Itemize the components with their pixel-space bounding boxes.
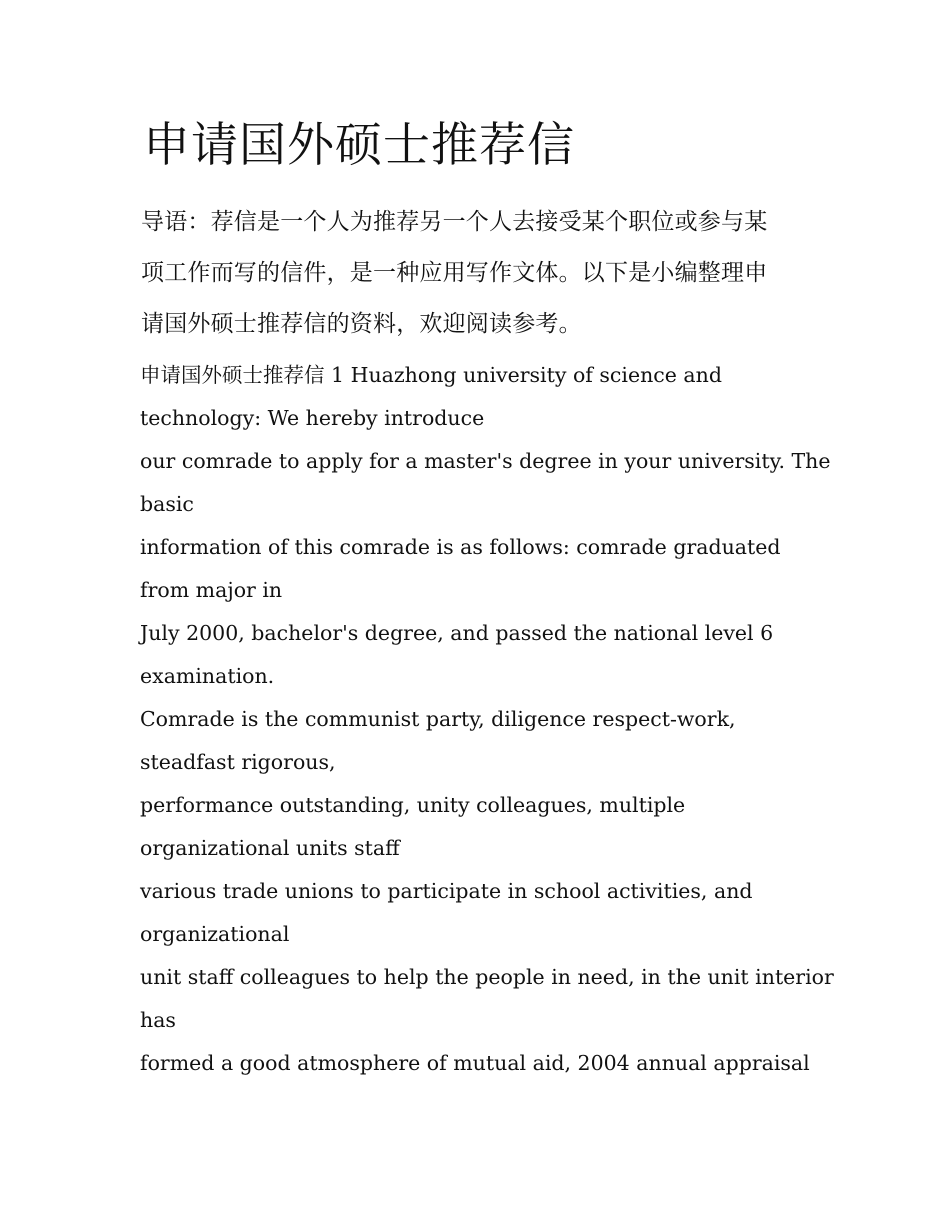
body-line: various trade unions to participate in school activities, and: [140, 879, 753, 903]
body-line: organizational: [140, 922, 290, 946]
body-line: July 2000, bachelor's degree, and passed the national level 6: [140, 621, 774, 645]
body-line: technology: We hereby introduce: [140, 406, 485, 430]
body-line: basic: [140, 492, 194, 516]
body-line: from major in: [140, 578, 283, 602]
intro-line: 请国外硕士推荐信的资料，欢迎阅读参考。: [141, 311, 582, 337]
body-line: has: [140, 1008, 176, 1032]
body-line: examination.: [140, 664, 275, 688]
body-line: information of this comrade is as follows: comrade graduated: [140, 535, 781, 559]
body-line: steadfast rigorous,: [140, 750, 336, 774]
letter-body: [140, 354, 834, 1085]
body-line: unit staff colleagues to help the people in need, in the unit interior: [140, 965, 834, 989]
body-line: performance outstanding, unity colleagues, multiple: [140, 793, 686, 817]
body-line: Comrade is the communist party, diligence respect-work,: [140, 707, 736, 731]
body-line: our comrade to apply for a master's degree in your university. The: [140, 449, 831, 473]
body-line: organizational units staff: [140, 836, 400, 860]
intro-line: 导语：荐信是一个人为推荐另一个人去接受某个职位或参与某: [141, 209, 768, 235]
body-line: formed a good atmosphere of mutual aid, 2004 annual appraisal: [140, 1051, 810, 1075]
body-line: 申请国外硕士推荐信 1 Huazhong university of science and: [140, 363, 722, 387]
document-title: 申请国外硕士推荐信: [143, 118, 575, 173]
intro-paragraph: [141, 197, 821, 350]
intro-line: 项工作而写的信件，是一种应用写作文体。以下是小编整理申: [141, 260, 768, 286]
